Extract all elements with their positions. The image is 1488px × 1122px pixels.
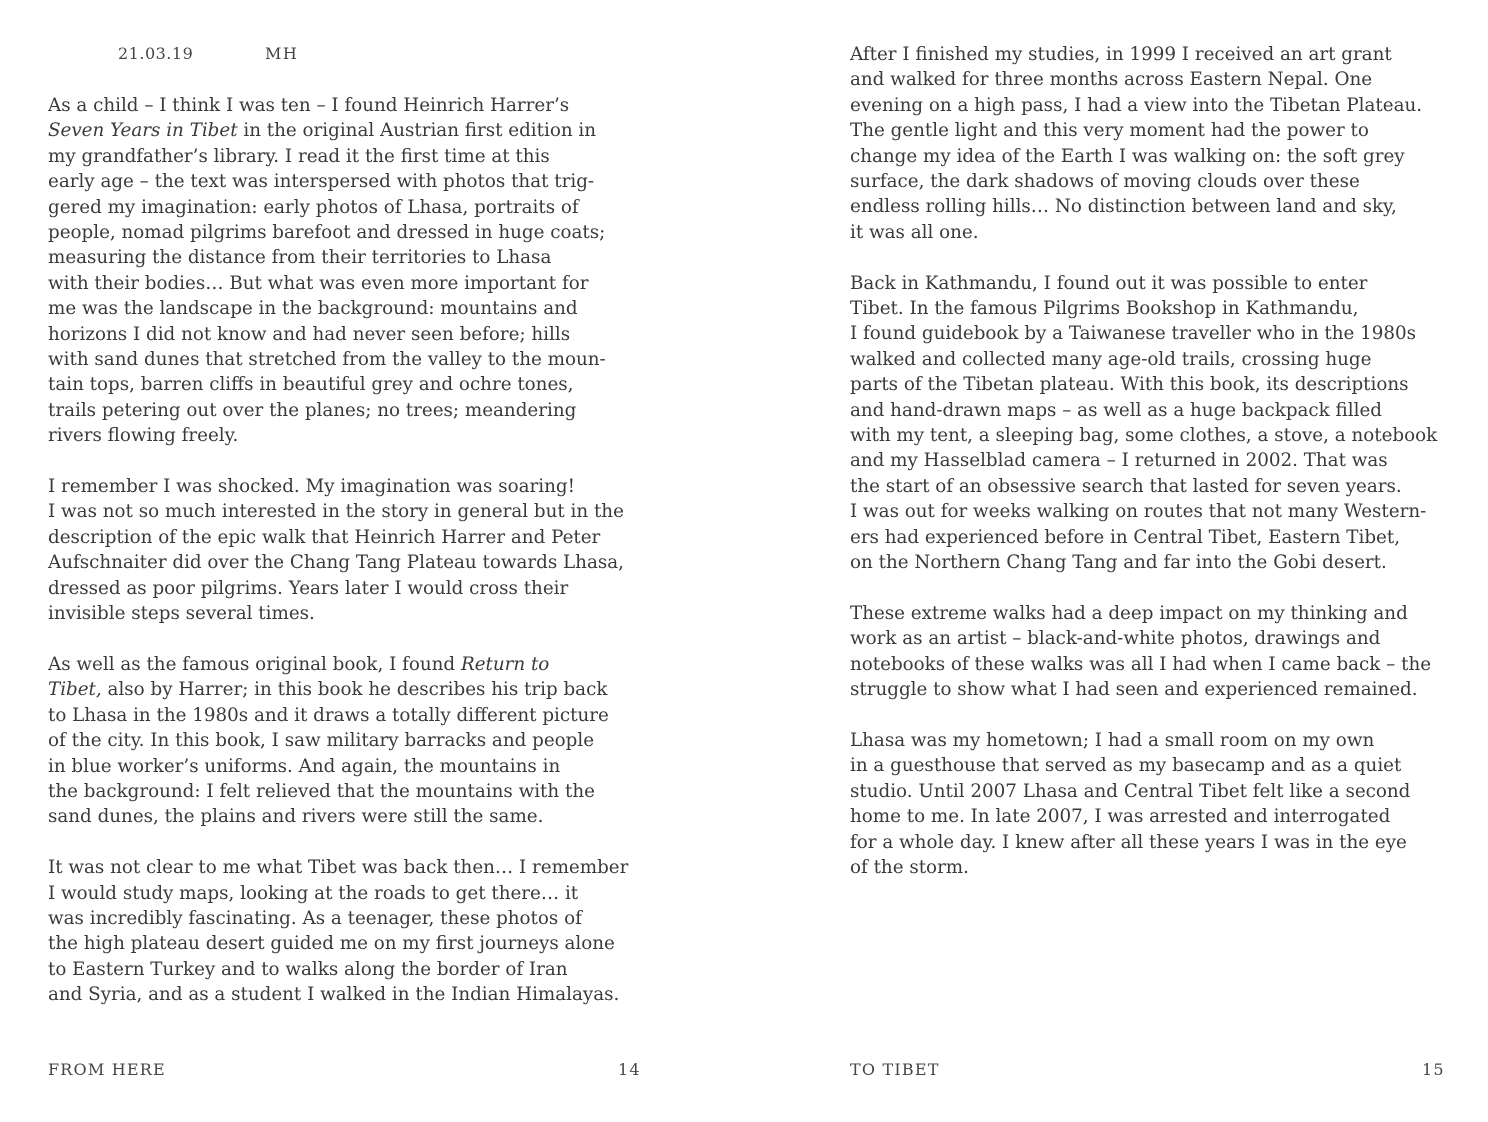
text-line: The gentle light and this very moment had the power to (850, 120, 1369, 142)
text-line: my grandfather’s library. I read it the first time at this (48, 145, 550, 167)
paragraph (48, 855, 648, 1007)
paragraph (48, 93, 648, 449)
author-initials: MH (265, 44, 299, 63)
text-line: As a child – I think I was ten – I found Heinrich Harrer’s (48, 95, 570, 116)
text-line: work as an artist – black-and-white photos, drawings and (850, 628, 1381, 650)
text-line: to Eastern Turkey and to walks along the border of Iran (48, 958, 568, 980)
text-line: I found guidebook by a Taiwanese traveller who in the 1980s (850, 323, 1417, 345)
text-line: I remember I was shocked. My imagination was soaring! (48, 476, 575, 498)
text-fragment: As well as the famous original book, I found (48, 653, 461, 675)
text-line: on the Northern Chang Tang and far into the Gobi desert. (850, 552, 1387, 574)
text-line: in a guesthouse that served as my basecamp and as a quiet (850, 755, 1402, 777)
text-line: Back in Kathmandu, I found out it was possible to enter (850, 272, 1368, 294)
text-line: me was the landscape in the background: mountains and (48, 298, 578, 320)
text-line: I would study maps, looking at the roads to get there… it (48, 882, 579, 904)
left-body-text (48, 93, 648, 1033)
text-line: for a whole day. I knew after all these years I was in the eye (850, 831, 1407, 853)
text-line: rivers flowing freely. (48, 425, 239, 447)
text-line: with their bodies… But what was even more important for (48, 272, 589, 294)
text-line: sand dunes, the plains and rivers were still the same. (48, 806, 544, 828)
text-line: It was not clear to me what Tibet was back then… I remember (48, 857, 629, 879)
date-label: 21.03.19 (118, 44, 194, 63)
text-line: Lhasa was my hometown; I had a small room on my own (850, 729, 1375, 751)
paragraph (48, 652, 648, 830)
text-line: surface, the dark shadows of moving clouds over these (850, 171, 1360, 193)
text-line: home to me. In late 2007, I was arrested and interrogated (850, 806, 1391, 828)
text-line: trails petering out over the planes; no trees; meandering (48, 399, 577, 421)
right-body-text (850, 42, 1450, 906)
text-line (48, 118, 648, 143)
text-line: studio. Until 2007 Lhasa and Central Tibet felt like a second (850, 780, 1411, 802)
text-line: Tibet. In the famous Pilgrims Bookshop in Kathmandu, (850, 298, 1359, 320)
text-line: These extreme walks had a deep impact on my thinking and (850, 602, 1408, 624)
text-line: people, nomad pilgrims barefoot and dressed in huge coats; (48, 222, 606, 244)
text-line: evening on a high pass, I had a view into the Tibetan Plateau. (850, 94, 1423, 116)
text-line: parts of the Tibetan plateau. With this book, its descriptions (850, 374, 1409, 396)
page-number: 15 (1422, 1060, 1445, 1079)
book-title: Return to (460, 653, 550, 675)
text-line: the start of an obsessive search that lasted for seven years. (850, 475, 1402, 497)
paragraph (850, 271, 1450, 576)
running-footer-title: FROM HERE (48, 1060, 166, 1079)
text-line: dressed as poor pilgrims. Years later I would cross their (48, 577, 569, 599)
text-line: I was out for weeks walking on routes that not many Western- (850, 501, 1427, 523)
paragraph (850, 42, 1450, 245)
text-line: After I finished my studies, in 1999 I received an art grant (850, 44, 1392, 65)
right-page (744, 0, 1488, 1122)
book-title: Tibet, (48, 679, 102, 701)
text-line: the high plateau desert guided me on my first journeys alone (48, 933, 615, 955)
text-fragment: also by Harrer; in this book he describes his trip back (101, 679, 608, 701)
text-line: measuring the distance from their territories to Lhasa (48, 247, 552, 269)
text-line: of the storm. (850, 856, 969, 878)
text-line: notebooks of these walks was all I had when I came back – the (850, 653, 1432, 675)
text-line: description of the epic walk that Heinrich Harrer and Peter (48, 526, 601, 548)
text-line: change my idea of the Earth I was walking on: the soft grey (850, 145, 1405, 167)
text-line: and my Hasselblad camera – I returned in 2002. That was (850, 450, 1388, 472)
book-title: Seven Years in Tibet (48, 120, 238, 142)
page-number: 14 (618, 1060, 641, 1079)
text-line (48, 677, 648, 702)
text-line: horizons I did not know and had never seen before; hills (48, 323, 571, 345)
text-line (48, 652, 648, 677)
text-line: of the city. In this book, I saw military barracks and people (48, 730, 595, 752)
text-line: and walked for three months across Eastern Nepal. One (850, 69, 1373, 91)
text-line: and Syria, and as a student I walked in the Indian Himalayas. (48, 984, 620, 1006)
text-line: the background: I felt relieved that the mountains with the (48, 780, 595, 802)
text-line: early age – the text was interspersed with photos that trig- (48, 171, 595, 193)
paragraph (48, 474, 648, 626)
text-line: with my tent, a sleeping bag, some clothes, a stove, a notebook (850, 425, 1438, 447)
text-line: struggle to show what I had seen and experienced remained. (850, 679, 1418, 701)
text-line: walked and collected many age-old trails, crossing huge (850, 348, 1372, 370)
text-line: Aufschnaiter did over the Chang Tang Plateau towards Lhasa, (48, 552, 624, 574)
text-line: in blue worker’s uniforms. And again, the mountains in (48, 755, 561, 777)
text-line: and hand-drawn maps – as well as a huge backpack filled (850, 399, 1382, 421)
paragraph (850, 601, 1450, 703)
text-line: invisible steps several times. (48, 603, 315, 625)
text-line: ers had experienced before in Central Tibet, Eastern Tibet, (850, 526, 1401, 548)
running-footer-title: TO TIBET (850, 1060, 940, 1079)
text-line: it was all one. (850, 221, 979, 243)
text-line: to Lhasa in the 1980s and it draws a totally different picture (48, 704, 609, 726)
text-line: tain tops, barren cliffs in beautiful grey and ochre tones, (48, 374, 574, 396)
paragraph (850, 728, 1450, 880)
text-line: with sand dunes that stretched from the valley to the moun- (48, 349, 606, 371)
text-line: gered my imagination: early photos of Lhasa, portraits of (48, 196, 579, 218)
text-line: endless rolling hills… No distinction between land and sky, (850, 196, 1397, 218)
text-line: I was not so much interested in the story in general but in the (48, 501, 624, 523)
text-line: was incredibly fascinating. As a teenager, these photos of (48, 907, 582, 929)
text-fragment: in the original Austrian first edition in (237, 120, 597, 142)
